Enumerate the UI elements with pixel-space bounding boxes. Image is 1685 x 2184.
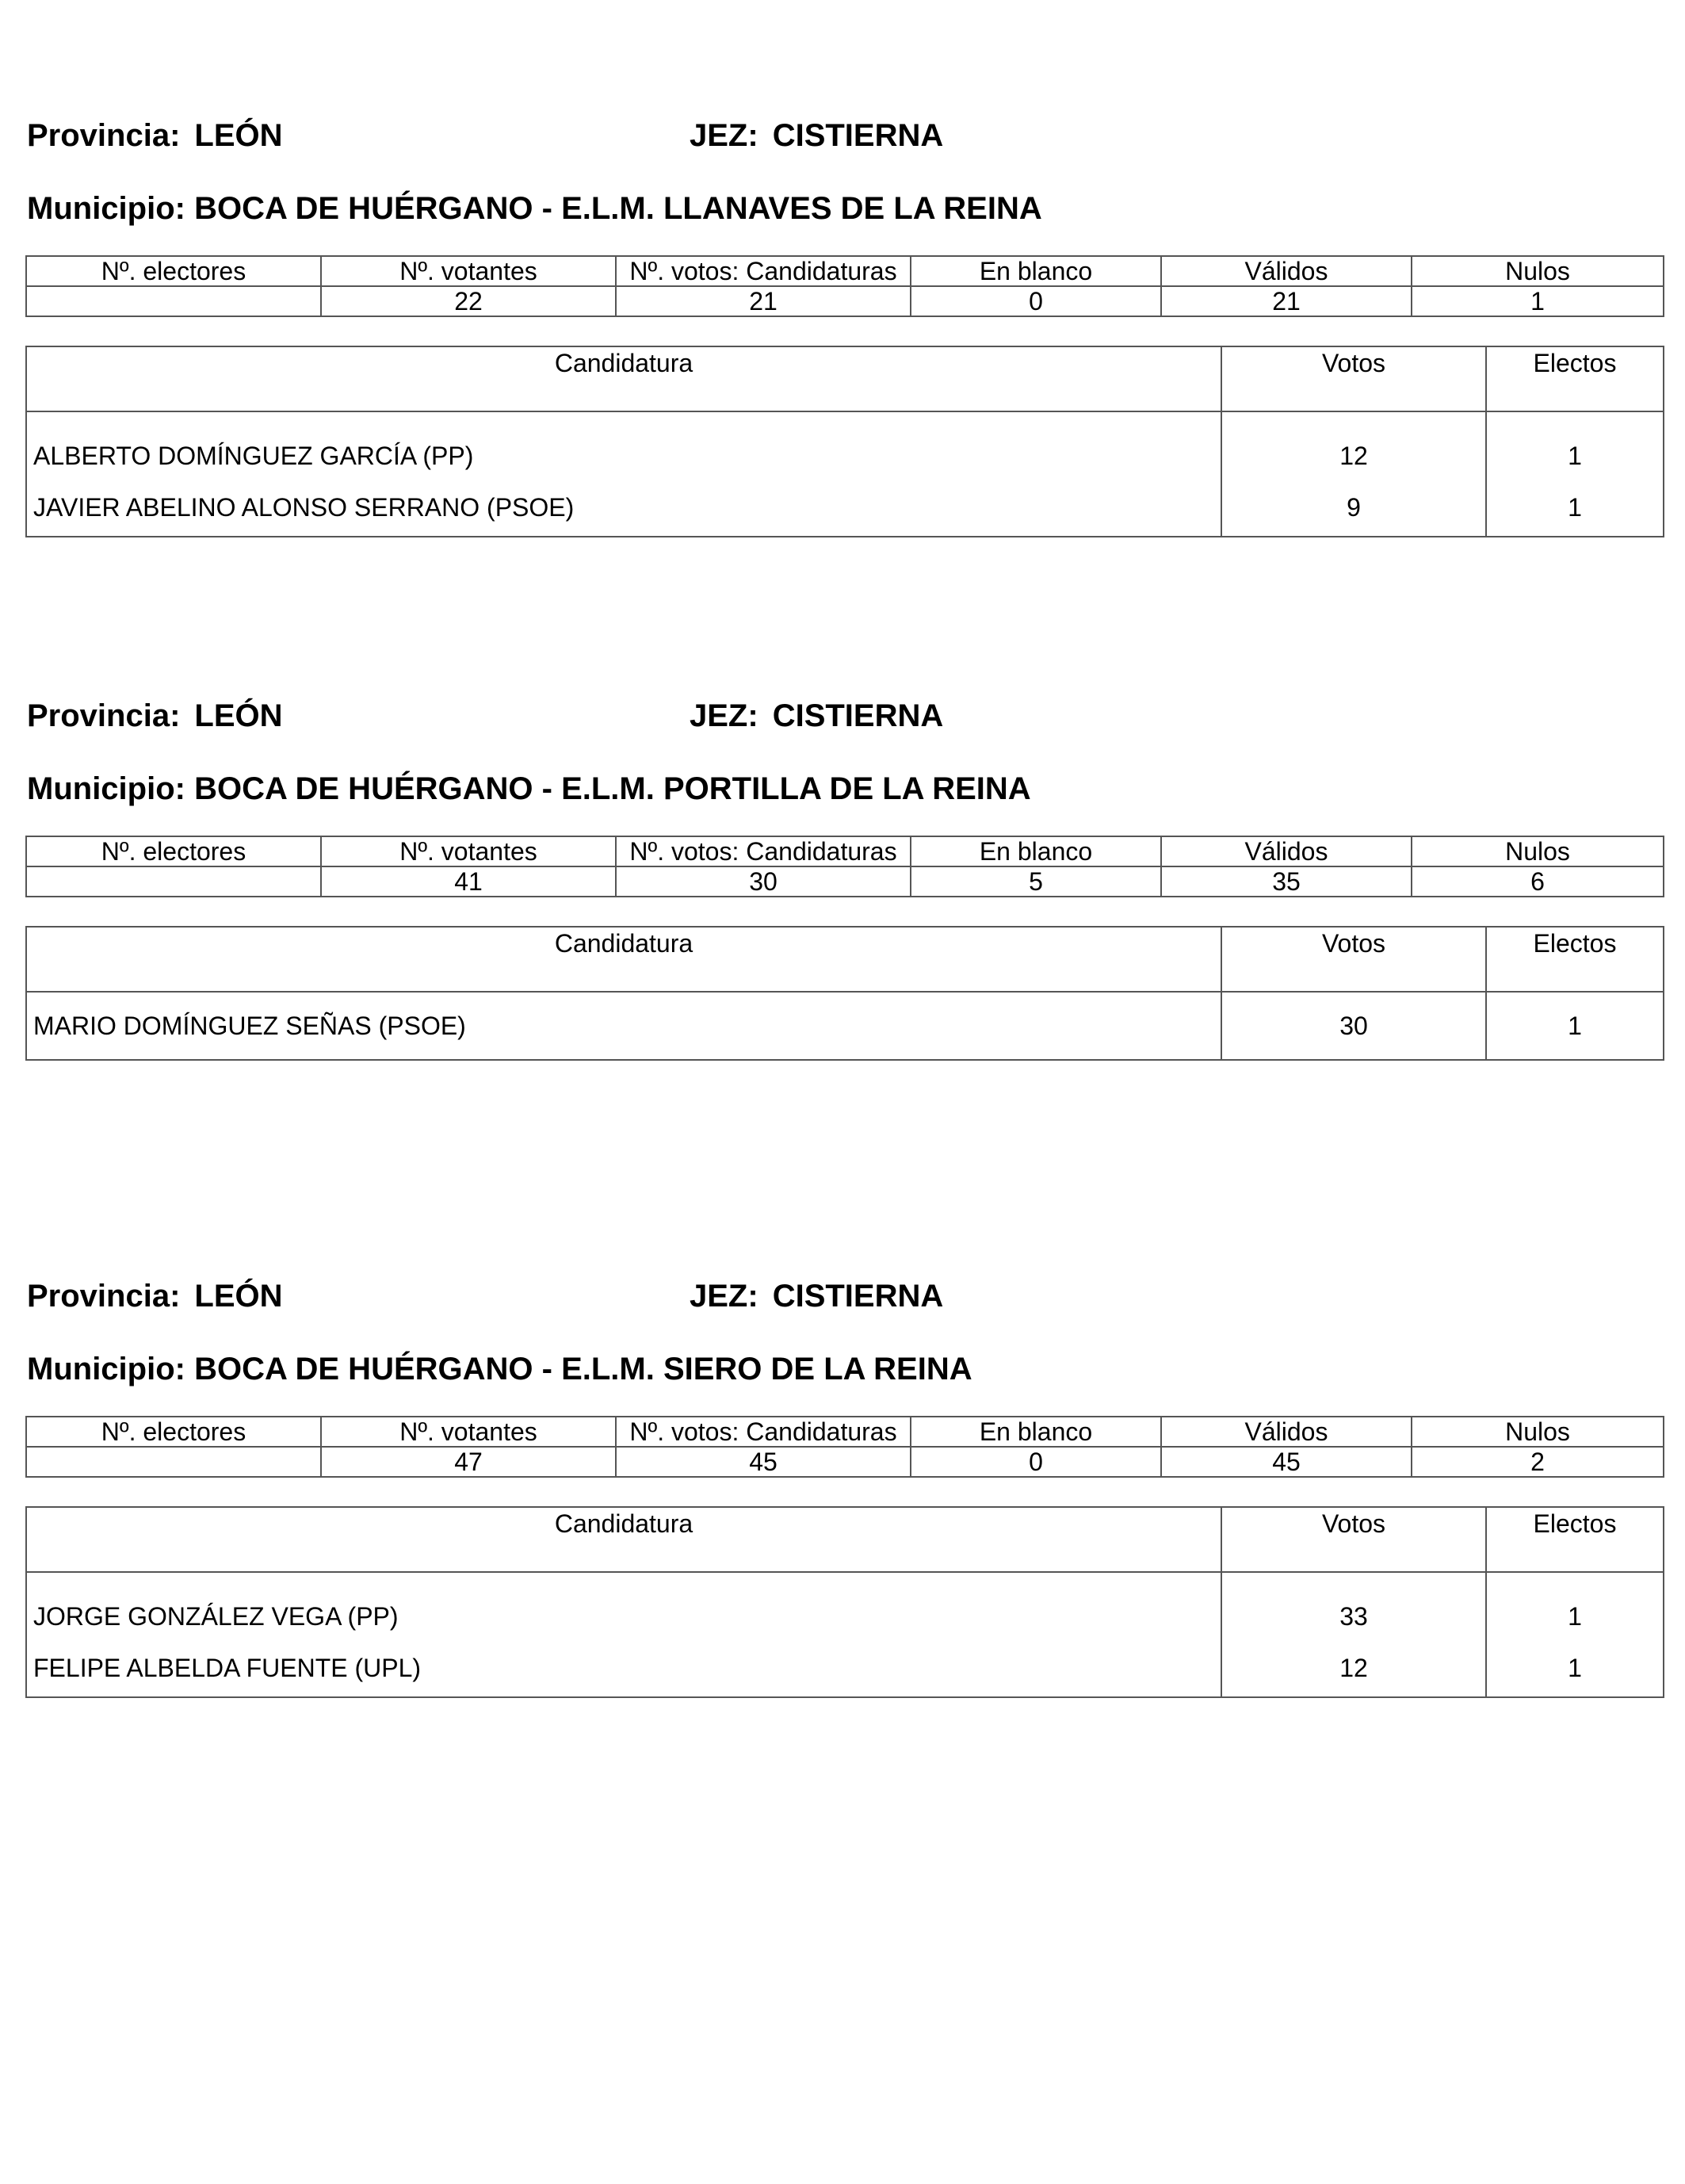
stats-header-electores: Nº. electores [26, 1417, 321, 1447]
stats-table [25, 1416, 1664, 1478]
candidates-header-electos: Electos [1486, 346, 1664, 411]
candidates-header-candidatura: Candidatura [26, 346, 1221, 411]
provincia-label: Provincia: [27, 698, 181, 733]
candidates-header-votos: Votos [1221, 927, 1486, 992]
stats-header-en-blanco: En blanco [911, 836, 1161, 866]
candidate-electos: 1 [1486, 479, 1664, 537]
provincia-label: Provincia: [27, 118, 181, 153]
candidates-header-candidatura: Candidatura [26, 1507, 1221, 1572]
stats-value-votos-candidaturas: 30 [616, 866, 911, 897]
municipio-label: Municipio: [27, 771, 185, 806]
provincia-line [27, 696, 283, 736]
stats-value-validos: 45 [1161, 1447, 1412, 1477]
candidate-electos: 1 [1486, 411, 1664, 479]
stats-value-row [26, 1447, 1664, 1477]
provincia-value: LEÓN [194, 118, 283, 153]
candidate-votos: 12 [1221, 1639, 1486, 1697]
candidate-electos: 1 [1486, 1639, 1664, 1697]
municipio-value: BOCA DE HUÉRGANO - E.L.M. LLANAVES DE LA REINA [194, 191, 1042, 226]
stats-header-nulos: Nulos [1412, 836, 1664, 866]
candidate-name: JORGE GONZÁLEZ VEGA (PP) [26, 1572, 1221, 1639]
stats-value-votantes: 47 [321, 1447, 616, 1477]
stats-value-nulos: 1 [1412, 286, 1664, 316]
jez-label: JEZ: [690, 1279, 758, 1314]
stats-value-row [26, 866, 1664, 897]
candidates-header-row [26, 927, 1664, 992]
municipio-value: BOCA DE HUÉRGANO - E.L.M. SIERO DE LA REINA [194, 1352, 972, 1387]
stats-header-validos: Válidos [1161, 1417, 1412, 1447]
stats-header-row [26, 836, 1664, 866]
candidate-name: ALBERTO DOMÍNGUEZ GARCÍA (PP) [26, 411, 1221, 479]
stats-header-votantes: Nº. votantes [321, 1417, 616, 1447]
stats-table [25, 255, 1664, 317]
candidate-row [26, 411, 1664, 479]
candidates-header-row [26, 346, 1664, 411]
candidate-electos: 1 [1486, 1572, 1664, 1639]
candidate-votos: 12 [1221, 411, 1486, 479]
candidates-header-electos: Electos [1486, 927, 1664, 992]
stats-header-votantes: Nº. votantes [321, 256, 616, 286]
municipio-line [27, 1349, 972, 1389]
stats-header-validos: Válidos [1161, 256, 1412, 286]
jez-line [690, 1276, 943, 1316]
municipio-line [27, 769, 1031, 809]
stats-value-nulos: 2 [1412, 1447, 1664, 1477]
candidate-row [26, 479, 1664, 537]
stats-value-en-blanco: 0 [911, 286, 1161, 316]
jez-value: CISTIERNA [772, 698, 944, 733]
municipio-label: Municipio: [27, 1352, 185, 1387]
stats-header-votos-candidaturas: Nº. votos: Candidaturas [616, 256, 911, 286]
jez-line [690, 116, 943, 155]
stats-value-votos-candidaturas: 45 [616, 1447, 911, 1477]
candidate-votos: 9 [1221, 479, 1486, 537]
jez-value: CISTIERNA [772, 1279, 944, 1314]
candidate-row [26, 1639, 1664, 1697]
provincia-value: LEÓN [194, 1279, 283, 1314]
candidate-name: MARIO DOMÍNGUEZ SEÑAS (PSOE) [26, 992, 1221, 1060]
stats-header-votantes: Nº. votantes [321, 836, 616, 866]
candidates-header-votos: Votos [1221, 1507, 1486, 1572]
candidate-votos: 30 [1221, 992, 1486, 1060]
candidates-table [25, 926, 1664, 1061]
stats-value-en-blanco: 0 [911, 1447, 1161, 1477]
candidates-header-electos: Electos [1486, 1507, 1664, 1572]
stats-value-validos: 21 [1161, 286, 1412, 316]
stats-header-electores: Nº. electores [26, 256, 321, 286]
stats-value-row [26, 286, 1664, 316]
stats-value-nulos: 6 [1412, 866, 1664, 897]
provincia-value: LEÓN [194, 698, 283, 733]
stats-value-electores [26, 866, 321, 897]
stats-header-validos: Válidos [1161, 836, 1412, 866]
stats-header-electores: Nº. electores [26, 836, 321, 866]
stats-header-row [26, 1417, 1664, 1447]
municipio-label: Municipio: [27, 191, 185, 226]
stats-value-votantes: 22 [321, 286, 616, 316]
candidate-row [26, 992, 1664, 1060]
candidate-row [26, 1572, 1664, 1639]
candidate-electos: 1 [1486, 992, 1664, 1060]
candidates-header-votos: Votos [1221, 346, 1486, 411]
stats-value-electores [26, 286, 321, 316]
municipio-value: BOCA DE HUÉRGANO - E.L.M. PORTILLA DE LA REINA [194, 771, 1031, 806]
stats-table [25, 836, 1664, 897]
stats-value-en-blanco: 5 [911, 866, 1161, 897]
provincia-label: Provincia: [27, 1279, 181, 1314]
candidate-name: JAVIER ABELINO ALONSO SERRANO (PSOE) [26, 479, 1221, 537]
stats-header-votos-candidaturas: Nº. votos: Candidaturas [616, 836, 911, 866]
municipio-line [27, 189, 1042, 228]
stats-header-en-blanco: En blanco [911, 1417, 1161, 1447]
stats-value-votantes: 41 [321, 866, 616, 897]
stats-value-votos-candidaturas: 21 [616, 286, 911, 316]
candidate-name: FELIPE ALBELDA FUENTE (UPL) [26, 1639, 1221, 1697]
stats-value-electores [26, 1447, 321, 1477]
stats-header-row [26, 256, 1664, 286]
stats-header-nulos: Nulos [1412, 256, 1664, 286]
provincia-line [27, 116, 283, 155]
stats-header-en-blanco: En blanco [911, 256, 1161, 286]
jez-label: JEZ: [690, 118, 758, 153]
stats-header-votos-candidaturas: Nº. votos: Candidaturas [616, 1417, 911, 1447]
candidate-votos: 33 [1221, 1572, 1486, 1639]
candidates-table [25, 346, 1664, 537]
candidates-header-candidatura: Candidatura [26, 927, 1221, 992]
jez-line [690, 696, 943, 736]
jez-label: JEZ: [690, 698, 758, 733]
provincia-line [27, 1276, 283, 1316]
candidates-header-row [26, 1507, 1664, 1572]
jez-value: CISTIERNA [772, 118, 944, 153]
candidates-table [25, 1506, 1664, 1698]
stats-value-validos: 35 [1161, 866, 1412, 897]
stats-header-nulos: Nulos [1412, 1417, 1664, 1447]
